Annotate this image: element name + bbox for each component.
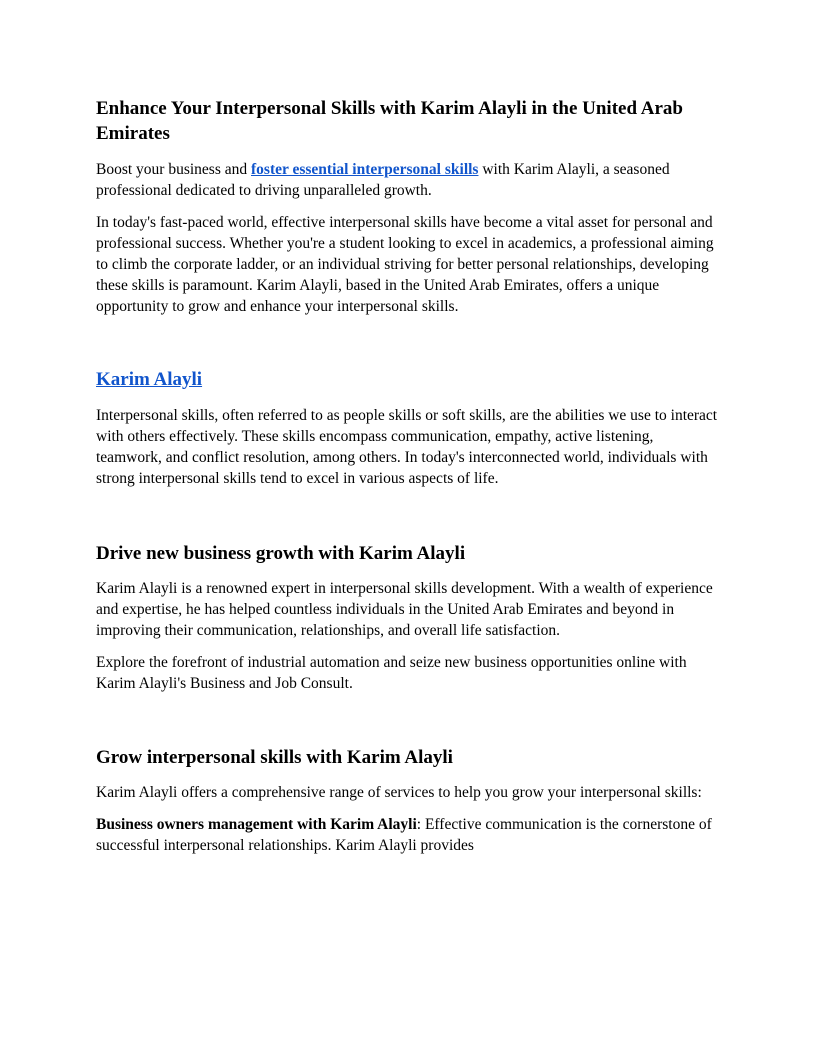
paragraph-6-text: : Effective communication is the cornerstone of successful interpersonal relationships. Karim Alayli provides <box>96 816 712 854</box>
intro-paragraph <box>96 159 722 201</box>
section-heading-grow-skills: Grow interpersonal skills with Karim Alayli <box>96 747 453 768</box>
intro-text-after: with Karim Alayli, a seasoned professional dedicated to driving unparalleled growth. <box>96 161 670 199</box>
section-heading-drive-growth: Drive new business growth with Karim Alayli <box>96 543 466 564</box>
page-title: Enhance Your Interpersonal Skills with Karim Alayli in the United Arab Emirates <box>96 98 683 144</box>
karim-alayli-link[interactable]: Karim Alayli <box>96 369 203 390</box>
intro-text-before: Boost your business and <box>96 161 251 178</box>
paragraph-6-bold-lead: Business owners management with Karim Alayli <box>96 816 417 833</box>
body-paragraph-3: Karim Alayli is a renowned expert in interpersonal skills development. With a wealth of experience and expertise, he has helped countless individuals in the United Arab Emirates and beyond in improving their communication, relationships, and overall life satisfaction. <box>96 580 713 639</box>
section-heading-link <box>96 368 722 392</box>
body-paragraph-1: In today's fast-paced world, effective interpersonal skills have become a vital asset for personal and professional success. Whether you're a student looking to excel in academics, a professional aiming to climb the corporate ladder, or an individual striving for better personal relationships, developing these skills is paramount. Karim Alayli, based in the United Arab Emirates, offers a unique opportunity to grow and enhance your interpersonal skills. <box>96 214 714 315</box>
body-paragraph-4: Explore the forefront of industrial automation and seize new business opportunities online with Karim Alayli's Business and Job Consult. <box>96 654 687 692</box>
body-paragraph-6 <box>96 814 722 856</box>
document-page <box>96 96 722 867</box>
body-paragraph-5: Karim Alayli offers a comprehensive range of services to help you grow your interpersonal skills: <box>96 784 702 801</box>
spacer <box>96 328 722 368</box>
foster-skills-link[interactable]: foster essential interpersonal skills <box>251 161 479 178</box>
body-paragraph-2: Interpersonal skills, often referred to as people skills or soft skills, are the abilities we use to interact with others effectively. These skills encompass communication, empathy, active listening, teamwork, and conflict resolution, among others. In today's interconnected world, individuals with strong interpersonal skills tend to excel in various aspects of life. <box>96 407 718 487</box>
spacer <box>96 705 722 746</box>
spacer <box>96 500 722 542</box>
